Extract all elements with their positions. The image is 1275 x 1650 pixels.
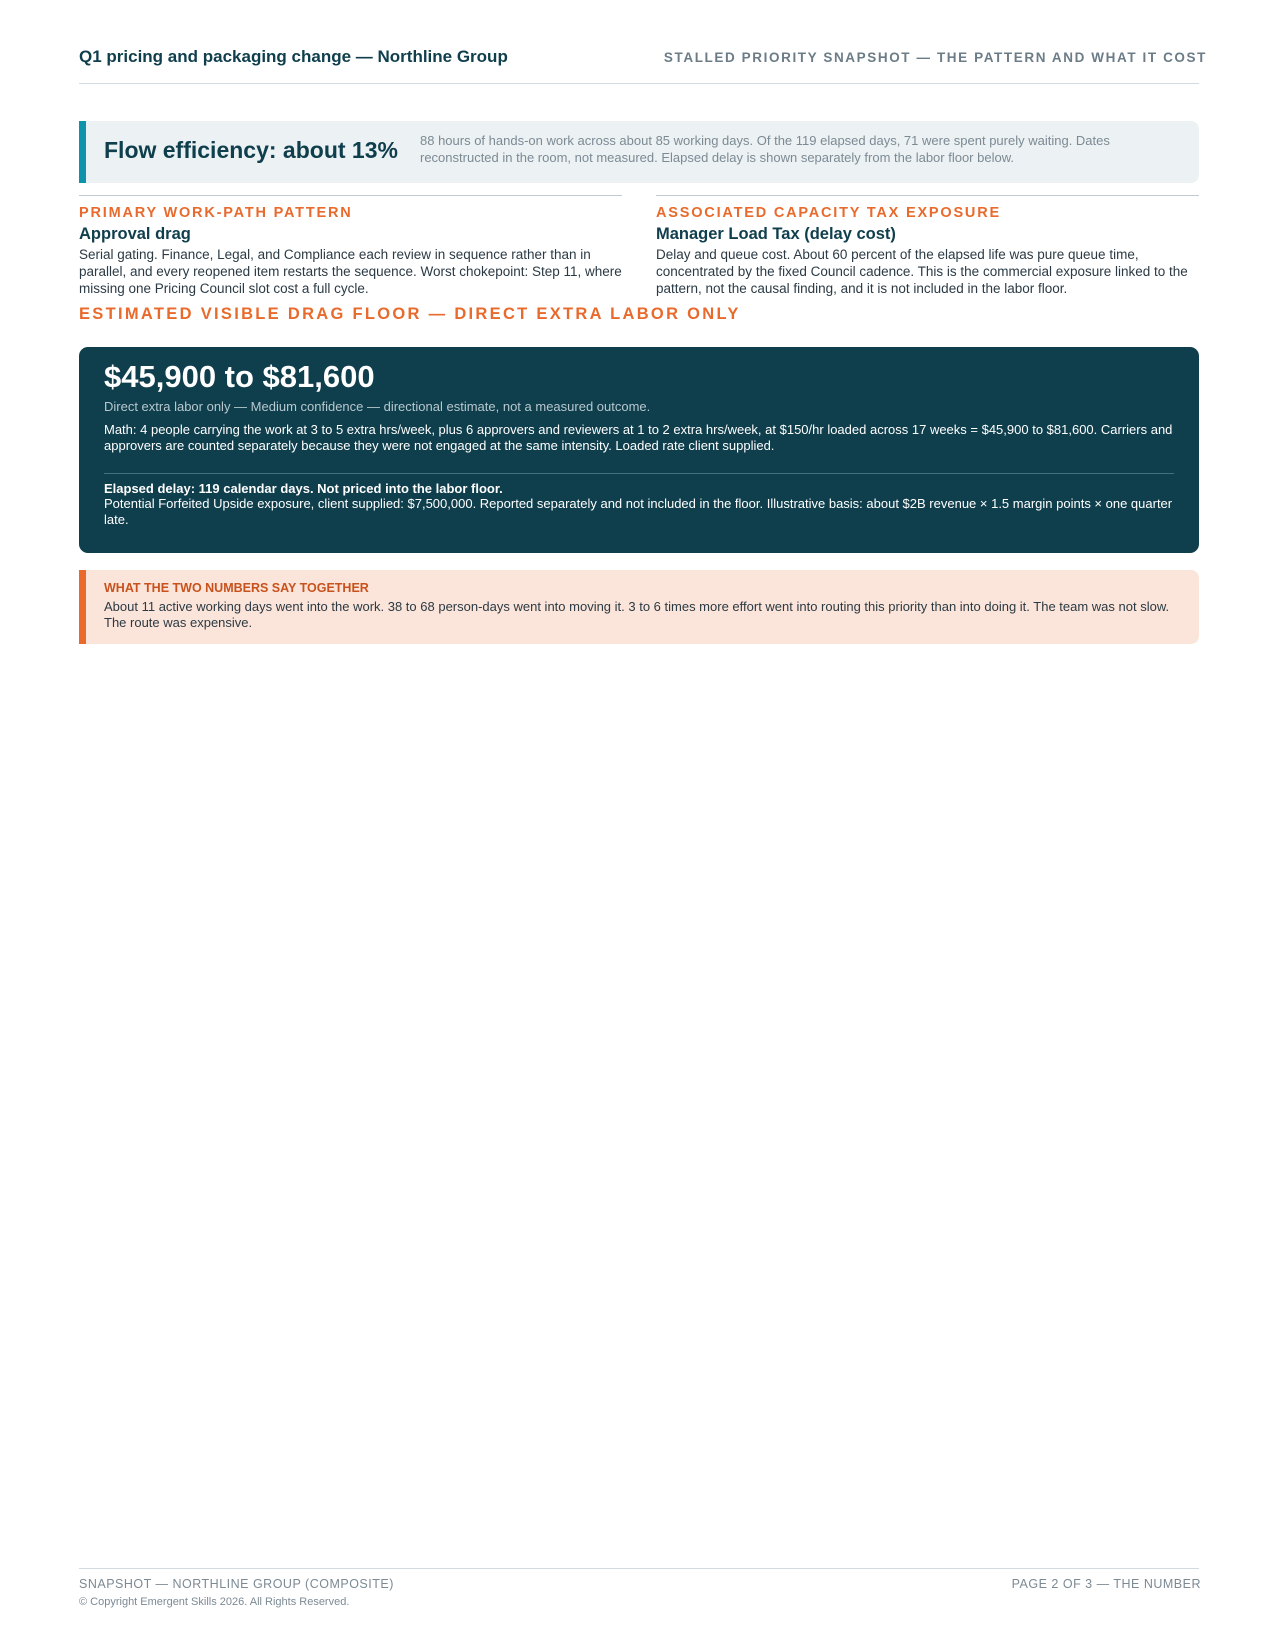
drag-floor-amount: $45,900 to $81,600 <box>104 359 375 394</box>
page-header <box>79 44 1207 84</box>
capacity-tax-section <box>656 195 1199 297</box>
drag-floor-label: ESTIMATED VISIBLE DRAG FLOOR — DIRECT EXTRA LABOR ONLY <box>79 305 741 323</box>
document-title: Q1 pricing and packaging change — Northline Group <box>79 47 508 66</box>
primary-pattern-section <box>79 195 622 297</box>
drag-floor-card <box>79 347 1199 553</box>
page <box>79 0 1207 1650</box>
flow-efficiency-note: 88 hours of hands-on work across about 85 working days. Of the 119 elapsed days, 71 were spent purely waiting. Dates reconstructed in the room, not measured. Elapsed delay is shown separately from the labor floor below. <box>420 133 1110 165</box>
page-footer <box>79 1568 1201 1608</box>
footer-source: SNAPSHOT — NORTHLINE GROUP (COMPOSITE) <box>79 1577 394 1591</box>
primary-pattern-eyebrow: PRIMARY WORK-PATH PATTERN <box>79 205 353 221</box>
capacity-tax-eyebrow: ASSOCIATED CAPACITY TAX EXPOSURE <box>656 205 1001 221</box>
flow-efficiency-band <box>79 121 1199 183</box>
two-numbers-body: About 11 active working days went into the work. 38 to 68 person-days went into moving it. 3 to 6 times more effort went into routing this priority than into doing it. The team was not slow. The route was expensive. <box>104 599 1170 630</box>
primary-pattern-body: Serial gating. Finance, Legal, and Compliance each review in sequence rather than in parallel, and every reopened item restarts the sequence. Worst chokepoint: Step 11, where missing one Pricing Council slot cost a full cycle. <box>79 247 622 296</box>
two-numbers-note <box>79 570 1199 644</box>
capacity-tax-body: Delay and queue cost. About 60 percent of the elapsed life was pure queue time, concentrated by the fixed Council cadence. This is the commercial exposure linked to the pattern, not the causal finding, and it is not included in the labor floor. <box>656 247 1188 296</box>
document-subtitle: STALLED PRIORITY SNAPSHOT — THE PATTERN AND WHAT IT COST <box>663 50 1207 65</box>
capacity-tax-title: Manager Load Tax (delay cost) <box>656 225 896 243</box>
drag-floor-math: Math: 4 people carrying the work at 3 to 5 extra hrs/week, plus 6 approvers and reviewers at 1 to 2 extra hrs/week, at $150/hr loaded across 17 weeks = $45,900 to $81,600. Carriers and approvers are counted separately because they were not engaged at the same intensity. Loaded rate client supplied. <box>104 422 1173 453</box>
drag-floor-confidence: Direct extra labor only — Medium confidence — directional estimate, not a measured outcome. <box>104 399 651 414</box>
primary-pattern-title: Approval drag <box>79 225 191 243</box>
flow-efficiency-headline: Flow efficiency: about 13% <box>104 137 398 163</box>
card-divider <box>104 473 1174 474</box>
footer-copyright: © Copyright Emergent Skills 2026. All Rights Reserved. <box>79 1596 350 1608</box>
elapsed-delay-title: Elapsed delay: 119 calendar days. Not priced into the labor floor. <box>104 481 503 496</box>
two-numbers-title: WHAT THE TWO NUMBERS SAY TOGETHER <box>104 581 369 595</box>
elapsed-delay-body: Potential Forfeited Upside exposure, client supplied: $7,500,000. Reported separately and not included in the floor. Illustrative basis: about $2B revenue × 1.5 margin points × one quarter late. <box>104 496 1173 527</box>
footer-page-number: PAGE 2 OF 3 — THE NUMBER <box>1011 1577 1201 1591</box>
